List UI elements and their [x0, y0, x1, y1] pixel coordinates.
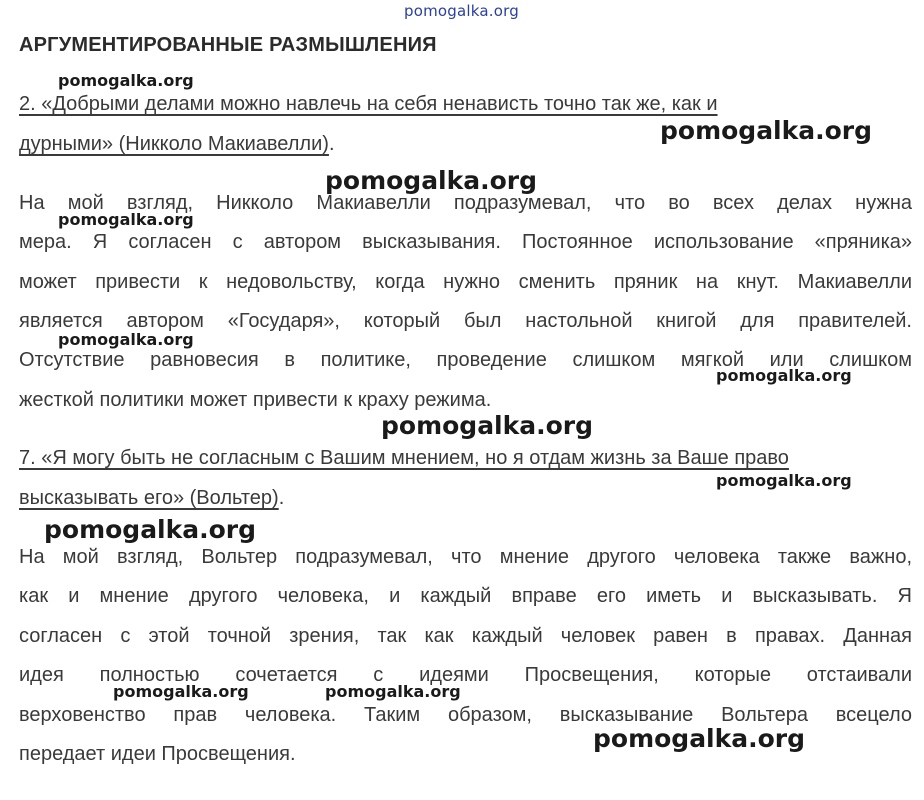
watermark-text: pomogalka.org	[325, 166, 538, 195]
watermark-text: pomogalka.org	[58, 330, 194, 349]
quote-1-line-1	[19, 90, 912, 118]
quote-2-text-2: высказывать его» (Вольтер)	[19, 487, 279, 509]
paragraph-2-line: согласен с этой точной зрения, так как каждый человек равен в правах. Данная	[19, 625, 912, 647]
paragraph-1-line: может привести к недовольству, когда нужно сменить пряник на кнут. Макиавелли	[19, 271, 912, 293]
paragraph-2-line: передает идеи Просвещения.	[19, 743, 296, 765]
quote-2-text-1: 7. «Я могу быть не согласным с Вашим мнением, но я отдам жизнь за Ваше право	[19, 447, 789, 469]
watermark-text: pomogalka.org	[716, 366, 852, 385]
quote-1-text-1: 2. «Добрыми делами можно навлечь на себя ненависть точно так же, как и	[19, 93, 718, 115]
paragraph-2-line: идея полностью сочетается с идеями Просвещения, которые отстаивали	[19, 664, 912, 686]
paragraph-1-line: мера. Я согласен с автором высказывания. Постоянное использование «пряника»	[19, 231, 912, 253]
watermark-text: pomogalka.org	[716, 471, 852, 490]
paragraph-1-line: жесткой политики может привести к краху режима.	[19, 389, 492, 411]
quote-2-period: .	[278, 487, 285, 509]
quote-1-period: .	[328, 133, 335, 155]
page-title: АРГУМЕНТИРОВАННЫЕ РАЗМЫШЛЕНИЯ	[19, 34, 437, 56]
watermark-text: pomogalka.org	[593, 724, 806, 753]
watermark-text: pomogalka.org	[660, 116, 873, 145]
watermark-text: pomogalka.org	[381, 411, 594, 440]
paragraph-2-line: верховенство прав человека. Таким образом, высказывание Вольтера всецело	[19, 704, 912, 726]
quote-2-line-1	[19, 444, 912, 472]
paragraph-1-line: На мой взгляд, Никколо Макиавелли подразумевал, что во всех делах нужна	[19, 192, 912, 214]
watermark-text: pomogalka.org	[58, 210, 194, 229]
watermark-text: pomogalka.org	[44, 515, 257, 544]
paragraph-2-line: как и мнение другого человека, и каждый вправе его иметь и высказывать. Я	[19, 585, 912, 607]
quote-1-text-2: дурными» (Никколо Макиавелли)	[19, 133, 329, 155]
paragraph-1-line: является автором «Государя», который был настольной книгой для правителей.	[19, 310, 912, 332]
watermark-text: pomogalka.org	[58, 71, 194, 90]
paragraph-2-line: На мой взгляд, Вольтер подразумевал, что мнение другого человека также важно,	[19, 546, 912, 568]
paragraph-1-line: Отсутствие равновесия в политике, проведение слишком мягкой или слишком	[19, 349, 912, 371]
watermark-text: pomogalka.org	[325, 682, 461, 701]
top-source-watermark: pomogalka.org	[404, 2, 519, 20]
watermark-text: pomogalka.org	[113, 682, 249, 701]
